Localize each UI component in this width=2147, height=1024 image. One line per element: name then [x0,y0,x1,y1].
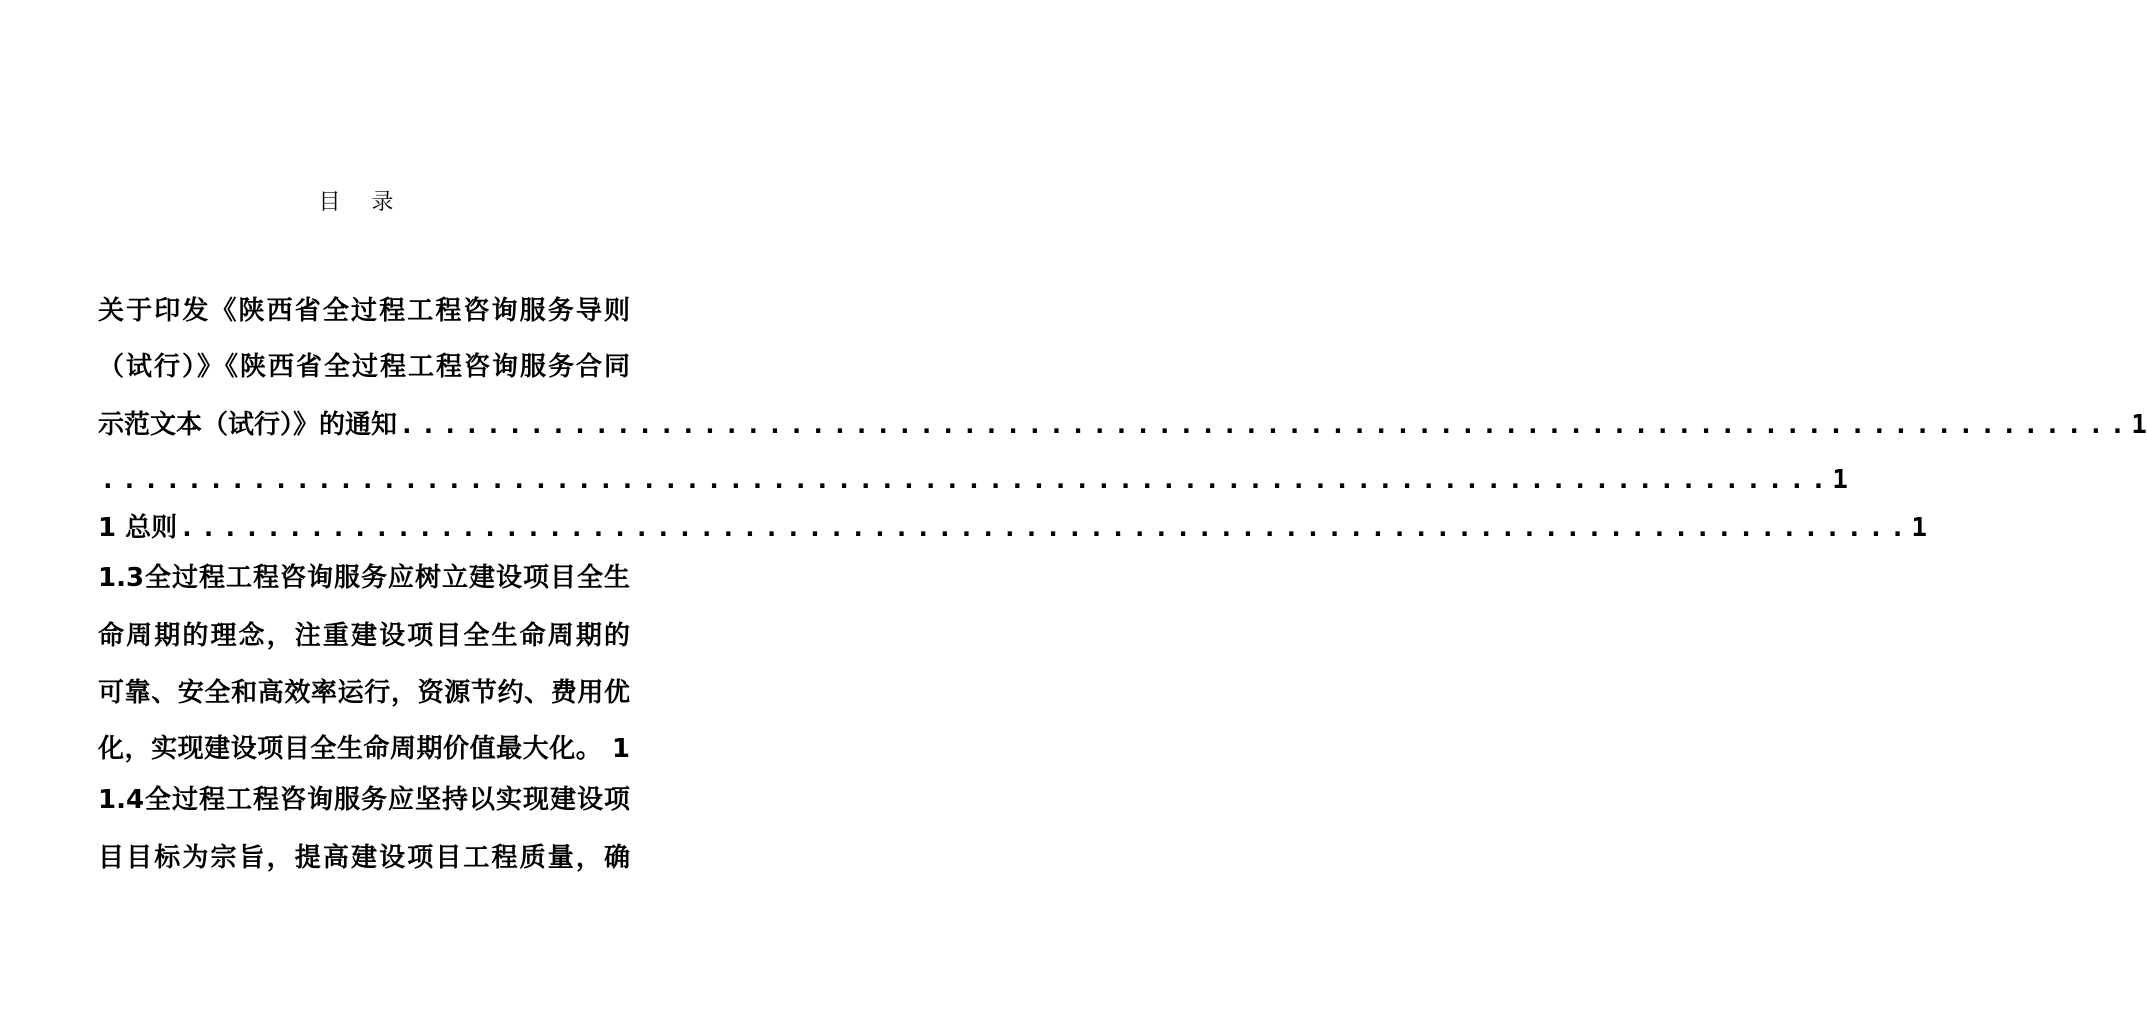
toc-entry-line[interactable]: 关于印发《陕西省全过程工程咨询服务导则 [98,296,630,326]
toc-entry-with-page[interactable] [98,460,1848,500]
toc-entry-text: 1 总则 [98,513,178,543]
dot-leader: ................................................................................ [399,410,2132,440]
toc-entry-line[interactable]: 目目标为宗旨，提高建设项目工程质量，确 [98,843,630,873]
toc-entry-line[interactable]: 1.4全过程工程咨询服务应坚持以实现建设项 [98,785,630,815]
toc-entry-line[interactable]: （试行）》《陕西省全过程工程咨询服务合同 [98,352,630,382]
page-number: 1 [1911,513,1928,543]
page-number: 1 [1832,465,1848,495]
toc-entry-line[interactable]: 命周期的理念，注重建设项目全生命周期的 [98,621,630,651]
toc-entry-with-page[interactable] [98,508,1928,548]
page-number: 1 [2131,410,2147,440]
toc-entry-line[interactable]: 1.3全过程工程咨询服务应树立建设项目全生 [98,563,630,593]
toc-entry-text: 示范文本（试行）》的通知 [98,410,398,440]
toc-entry-with-page[interactable] [98,405,2147,445]
toc-entry-line[interactable]: 化，实现建设项目全生命周期价值最大化。 1 [98,734,630,764]
dot-leader: ................................................................................ [179,513,1912,543]
toc-entry-line[interactable]: 可靠、安全和高效率运行，资源节约、费用优 [98,678,630,708]
toc-title: 目 录 [318,190,406,215]
dot-leader: ................................................................................ [100,465,1833,495]
